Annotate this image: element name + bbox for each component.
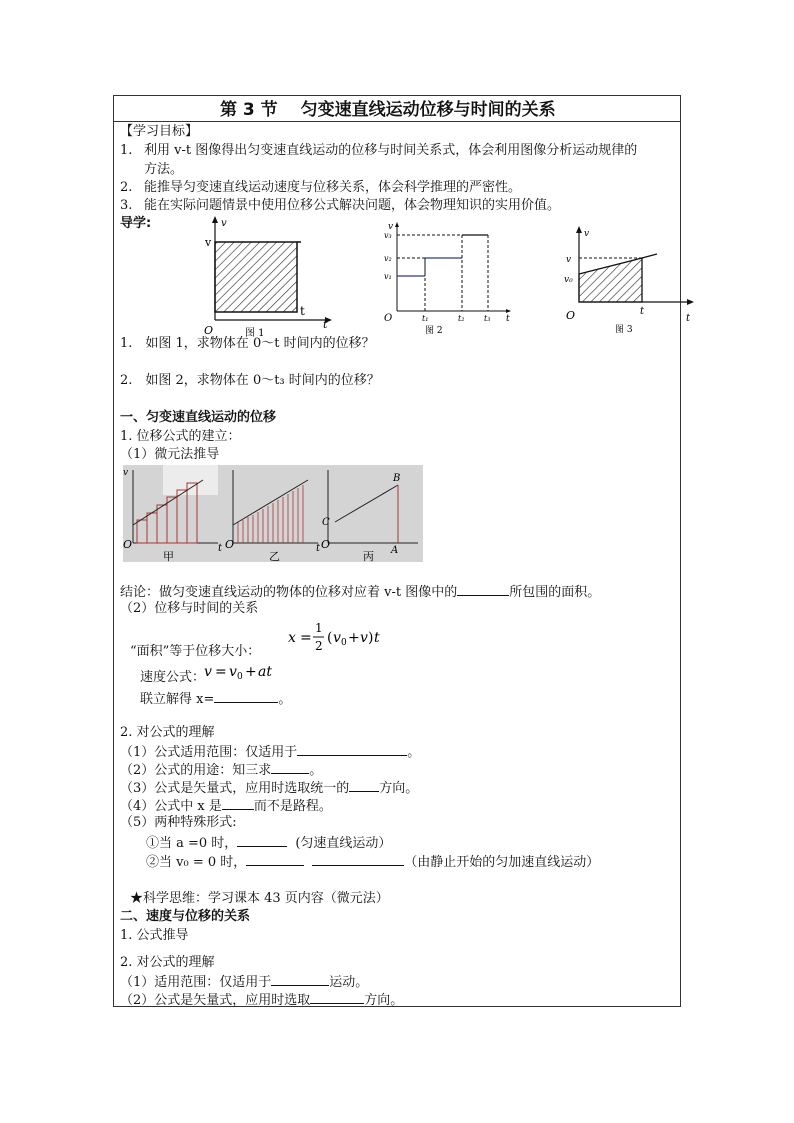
fig2-v1: v₁ [384,272,392,281]
fig1-origin: O [204,324,214,337]
photo-t-1: t [218,543,223,554]
fig1-vvalue-label: v [205,236,212,249]
formula-displacement [288,617,398,661]
question-1: 1. 如图 1，求物体在 0～t 时间内的位移？ [120,336,375,351]
svg-text:v: v [333,630,341,646]
svg-text:1: 1 [315,621,323,635]
figure-2 [380,221,515,336]
special-form-2: ②当 v₀ = 0 时， （由静止开始的匀加速直线运动） [146,855,600,870]
svg-text:0: 0 [341,638,347,648]
photo-label-yi: 乙 [269,550,280,562]
photo-label-bing: 丙 [363,550,374,562]
svg-text:(: ( [327,630,333,646]
svg-text:+: + [245,664,257,680]
understand-2: （2）公式的用途：知三求 。 [120,763,323,778]
goal-1-text: 利用 v-t 图像得出匀变速直线运动的位移与时间关系式，体会利用图像分析运动规律的 [144,143,638,158]
goal-1-cont: 方法。 [144,162,184,177]
micro-element-photo [123,465,423,562]
conclusion: 结论：做匀变速直线运动的物体的位移对应着 v-t 图像中的 所包围的面积。 [120,585,601,600]
fig1-t-mark: t [300,304,305,318]
guide-heading: 导学: [120,216,152,231]
photo-origin-1: O [123,538,133,551]
goals-heading: 【学习目标】 [120,124,199,139]
svg-text:t: t [374,630,380,646]
fig2-v-label: v [388,222,394,232]
photo-t-2: t [316,543,321,554]
fig1-caption: 图 1 [245,328,265,337]
special-form-1: ①当 a =0 时， (匀速直线运动） [146,836,392,851]
area-label: “面积”等于位移大小： [130,644,261,659]
goal-1-num: 1. [120,143,133,158]
goal-3-text: 能在实际问题情景中使用位移公式解决问题，体会物理知识的实用价值。 [144,198,561,213]
sec1-sub1b: （2）位移与时间的关系 [120,601,259,616]
sec2-sub1: 1. 公式推导 [120,928,189,943]
fig2-v3: v₃ [384,231,392,240]
fig3-origin: O [566,309,576,322]
svg-text:v: v [360,630,368,646]
section-2-heading: 二、速度与位移的关系 [120,909,251,924]
fig2-t-label: t [506,314,510,324]
svg-text:v: v [229,664,237,680]
figure-1 [196,212,346,337]
fig2-origin: O [384,313,393,324]
understand-4: （4）公式中 x 是 而不是路程。 [120,799,332,814]
svg-text:x: x [288,630,296,646]
svg-text:at: at [258,664,272,680]
svg-text:=: = [215,664,227,680]
photo-origin-2: O [225,538,235,551]
fig3-v-label: v [584,229,590,239]
svg-text:=: = [300,630,312,646]
svg-text:0: 0 [237,672,243,682]
fig2-caption: 图 2 [425,326,443,336]
svg-text:v: v [204,664,212,680]
sec2-r2: （2）公式是矢量式，应用时选取 方向。 [120,993,404,1008]
svg-text:+: + [348,630,360,646]
photo-label-a: A [391,545,399,556]
sec1-sub1a: （1）微元法推导 [120,447,220,462]
title-divider [113,121,681,122]
page-title: 第 3 节 匀变速直线运动位移与时间的关系 [220,100,556,120]
formula-velocity [204,660,284,682]
photo-label-jia: 甲 [163,550,174,562]
fig3-caption: 图 3 [615,325,633,335]
fig3-area [579,258,642,302]
fig2-t1: t₁ [422,314,429,323]
fig1-v-label: v [221,218,227,229]
fig3-t-mark: t [640,306,645,317]
figure-3 [560,222,700,337]
section-1-heading: 一、匀变速直线运动的位移 [120,410,277,425]
svg-text:2: 2 [315,639,323,653]
understand-1: （1）公式适用范围：仅适用于 。 [120,745,421,760]
photo-label-c: C [322,517,330,528]
science-thinking-note: ★科学思维：学习课本 43 页内容（微元法） [130,891,389,906]
fig3-v0: v₀ [564,275,573,285]
fig1-t-label: t [323,318,328,331]
fig2-v2: v₂ [384,254,392,263]
fig3-v-value: v [566,255,572,265]
fig2-t2: t₂ [458,314,465,323]
sec1-sub2: 2. 对公式的理解 [120,725,215,740]
question-2: 2. 如图 2，求物体在 0～t₃ 时间内的位移？ [120,373,380,388]
fig2-t3: t₃ [484,314,491,323]
photo-label-b: B [393,473,401,484]
speed-label: 速度公式： [140,670,206,685]
understand-5: （5）两种特殊形式: [120,815,237,830]
goal-2-text: 能推导匀变速直线运动速度与位移关系，体会科学推理的严密性。 [144,180,522,195]
fig1-area [215,242,297,312]
sec1-sub1: 1. 位移公式的建立： [120,429,241,444]
photo-origin-3: O [321,538,331,551]
goal-3-num: 3. [120,198,133,213]
photo-v-1: v [123,468,129,478]
understand-3: （3）公式是矢量式，应用时选取统一的 方向。 [120,781,419,796]
goal-2-num: 2. [120,180,133,195]
fig3-t-label: t [686,313,691,324]
svg-text:): ) [368,630,374,646]
sec2-sub2: 2. 对公式的理解 [120,955,215,970]
sec2-r1: （1）适用范围：仅适用于 运动。 [120,975,369,990]
solve-line: 联立解得 x= 。 [140,692,292,707]
